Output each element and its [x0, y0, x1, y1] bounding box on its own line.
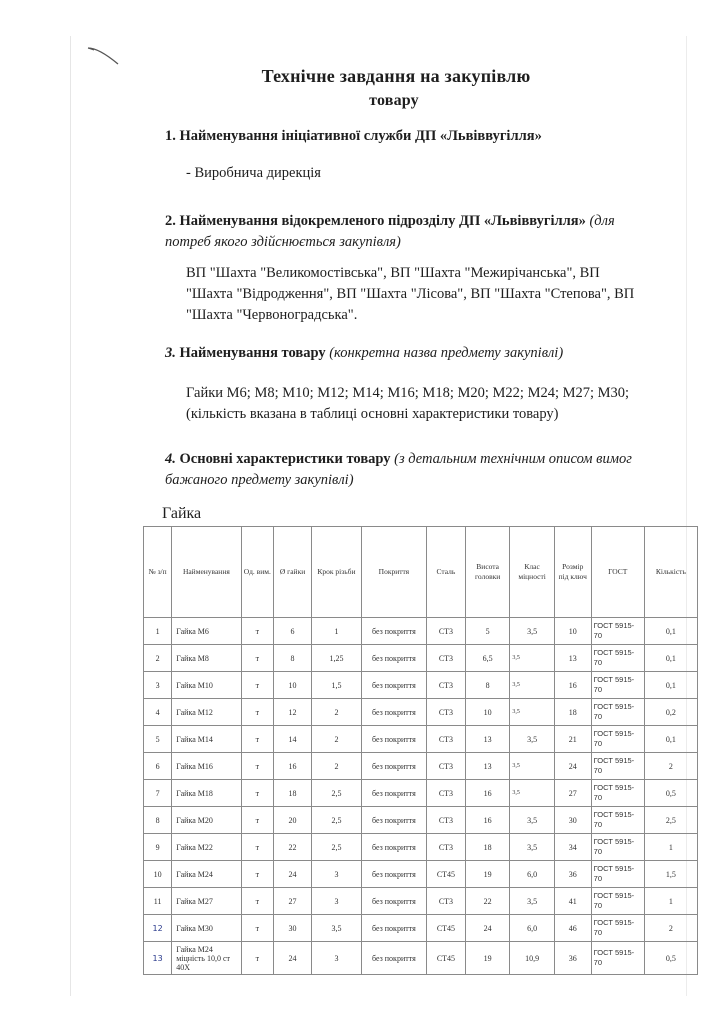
cell-qty: 0,1 [644, 618, 697, 645]
cell-diameter: 12 [274, 699, 312, 726]
cell-diameter: 24 [274, 942, 312, 975]
cell-height: 19 [465, 942, 509, 975]
cell-class: 3,5 [510, 726, 554, 753]
cell-diameter: 10 [274, 672, 312, 699]
cell-qty: 0,1 [644, 672, 697, 699]
cell-name: Гайка М14 [172, 726, 241, 753]
cell-no: 6 [144, 753, 172, 780]
header-diameter: Ø гайки [274, 527, 312, 618]
cell-steel: СТ3 [426, 645, 465, 672]
cell-class: 3,5 [510, 888, 554, 915]
section-3-body: Гайки М6; М8; М10; М12; М14; М16; М18; М20; М22; М24; М27; М30; (кількість вказана в таблиці основні характеристики товару) [186, 385, 630, 422]
cell-unit: т [241, 834, 274, 861]
cell-step: 1,5 [312, 672, 362, 699]
cell-coating: без покриття [361, 699, 426, 726]
header-key-size: Розмір під ключ [554, 527, 591, 618]
cell-gost: ГОСТ 5915-70 [591, 699, 644, 726]
cell-name: Гайка М8 [172, 645, 241, 672]
cell-unit: т [241, 726, 274, 753]
cell-unit: т [241, 942, 274, 975]
cell-height: 5 [465, 618, 509, 645]
cell-gost: ГОСТ 5915-70 [591, 942, 644, 975]
section-1-body: - Виробнича дирекція [186, 165, 321, 181]
cell-key: 10 [554, 618, 591, 645]
header-steel: Сталь [426, 527, 465, 618]
cell-step: 2,5 [312, 834, 362, 861]
table-row [144, 888, 698, 915]
cell-class: 6,0 [510, 861, 554, 888]
table-row [144, 834, 698, 861]
cell-unit: т [241, 861, 274, 888]
cell-qty: 0,5 [644, 942, 697, 975]
cell-step: 3 [312, 861, 362, 888]
cell-unit: т [241, 618, 274, 645]
cell-key: 36 [554, 861, 591, 888]
cell-gost: ГОСТ 5915-70 [591, 834, 644, 861]
cell-diameter: 16 [274, 753, 312, 780]
cell-class: 3,5 [510, 807, 554, 834]
cell-class: 3,5 [510, 834, 554, 861]
cell-diameter: 27 [274, 888, 312, 915]
header-unit: Од. вим. [241, 527, 274, 618]
cell-name: Гайка М22 [172, 834, 241, 861]
cell-height: 22 [465, 888, 509, 915]
cell-coating: без покриття [361, 618, 426, 645]
cell-height: 10 [465, 699, 509, 726]
cell-name: Гайка М20 [172, 807, 241, 834]
doc-title-line2: товару [369, 92, 419, 109]
cell-gost: ГОСТ 5915-70 [591, 915, 644, 942]
cell-qty: 0,1 [644, 726, 697, 753]
cell-no: 1 [144, 618, 172, 645]
section-1-heading: 1. Найменування ініціативної служби ДП «Львіввугілля» [165, 128, 542, 144]
cell-no-handwritten: 13 [144, 942, 172, 975]
table-row [144, 942, 698, 975]
cell-class: 3,5 [510, 780, 554, 807]
section-3-heading: 3. Найменування товару (конкретна назва предмету закупівлі) [165, 345, 564, 361]
cell-class: 3,5 [510, 672, 554, 699]
cell-steel: СТ3 [426, 807, 465, 834]
page-edge-left [70, 36, 71, 996]
table-row [144, 672, 698, 699]
cell-coating: без покриття [361, 915, 426, 942]
cell-name: Гайка М10 [172, 672, 241, 699]
cell-diameter: 22 [274, 834, 312, 861]
cell-name: Гайка М30 [172, 915, 241, 942]
cell-coating: без покриття [361, 861, 426, 888]
cell-qty: 2,5 [644, 807, 697, 834]
section-2-heading: 2. Найменування відокремленого підрозділу ДП «Львіввугілля» (для потреб якого здійснюється закупівля) [165, 213, 615, 250]
cell-diameter: 20 [274, 807, 312, 834]
cell-name: Гайка М24 міцність 10,0 ст 40Х [172, 942, 241, 975]
cell-gost: ГОСТ 5915-70 [591, 672, 644, 699]
cell-coating: без покриття [361, 807, 426, 834]
cell-unit: т [241, 699, 274, 726]
cell-step: 2 [312, 699, 362, 726]
cell-no: 2 [144, 645, 172, 672]
cell-coating: без покриття [361, 780, 426, 807]
cell-qty: 0,5 [644, 780, 697, 807]
table-row [144, 726, 698, 753]
header-name: Найменування [172, 527, 241, 618]
cell-height: 16 [465, 807, 509, 834]
cell-height: 8 [465, 672, 509, 699]
cell-unit: т [241, 915, 274, 942]
cell-name: Гайка М16 [172, 753, 241, 780]
cell-key: 18 [554, 699, 591, 726]
cell-diameter: 18 [274, 780, 312, 807]
cell-gost: ГОСТ 5915-70 [591, 807, 644, 834]
cell-diameter: 14 [274, 726, 312, 753]
cell-height: 18 [465, 834, 509, 861]
cell-coating: без покриття [361, 645, 426, 672]
cell-steel: СТ45 [426, 942, 465, 975]
cell-qty: 0,1 [644, 645, 697, 672]
doc-title: Технічне завдання на закупівлю [261, 66, 531, 86]
header-gost: ГОСТ [591, 527, 644, 618]
cell-coating: без покриття [361, 726, 426, 753]
cell-unit: т [241, 645, 274, 672]
cell-steel: СТ3 [426, 726, 465, 753]
table-row [144, 861, 698, 888]
table-row [144, 807, 698, 834]
cell-coating: без покриття [361, 672, 426, 699]
cell-gost: ГОСТ 5915-70 [591, 726, 644, 753]
cell-class: 10,9 [510, 942, 554, 975]
cell-step: 2,5 [312, 780, 362, 807]
table-row [144, 699, 698, 726]
cell-key: 46 [554, 915, 591, 942]
cell-steel: СТ45 [426, 915, 465, 942]
cell-qty: 1 [644, 834, 697, 861]
cell-diameter: 8 [274, 645, 312, 672]
cell-qty: 2 [644, 753, 697, 780]
cell-no: 11 [144, 888, 172, 915]
cell-unit: т [241, 780, 274, 807]
cell-step: 1,25 [312, 645, 362, 672]
table-row [144, 780, 698, 807]
header-quantity: Кількість [644, 527, 697, 618]
cell-diameter: 6 [274, 618, 312, 645]
cell-step: 2 [312, 753, 362, 780]
header-no: № з/п [144, 527, 172, 618]
cell-steel: СТ3 [426, 753, 465, 780]
cell-name: Гайка М27 [172, 888, 241, 915]
cell-gost: ГОСТ 5915-70 [591, 861, 644, 888]
cell-no: 4 [144, 699, 172, 726]
cell-key: 27 [554, 780, 591, 807]
table-caption: Гайка [162, 505, 202, 522]
cell-diameter: 24 [274, 861, 312, 888]
cell-class: 3,5 [510, 753, 554, 780]
cell-height: 6,5 [465, 645, 509, 672]
table-row [144, 753, 698, 780]
cell-class: 3,5 [510, 699, 554, 726]
header-strength-class: Клас міцності [510, 527, 554, 618]
cell-unit: т [241, 888, 274, 915]
cell-gost: ГОСТ 5915-70 [591, 645, 644, 672]
cell-steel: СТ3 [426, 618, 465, 645]
cell-steel: СТ3 [426, 672, 465, 699]
section-4-heading: 4. Основні характеристики товару (з детальним технічним описом вимог бажаного предмету закупівлі) [165, 451, 632, 488]
section-2-body: ВП "Шахта "Великомостівська", ВП "Шахта "Межирічанська", ВП "Шахта "Відродження", ВП "Шахта "Лісова", ВП "Шахта "Степова", ВП "Шахта "Червоноградська". [186, 265, 635, 323]
table-header-row [144, 527, 698, 618]
table-row [144, 645, 698, 672]
cell-height: 13 [465, 753, 509, 780]
cell-no: 8 [144, 807, 172, 834]
cell-class: 3,5 [510, 645, 554, 672]
cell-qty: 0,2 [644, 699, 697, 726]
cell-step: 2 [312, 726, 362, 753]
pen-stroke-mark [86, 44, 120, 66]
cell-steel: СТ3 [426, 780, 465, 807]
cell-key: 34 [554, 834, 591, 861]
cell-qty: 1,5 [644, 861, 697, 888]
cell-key: 24 [554, 753, 591, 780]
cell-height: 13 [465, 726, 509, 753]
cell-name: Гайка М12 [172, 699, 241, 726]
goods-table [143, 526, 698, 975]
cell-class: 3,5 [510, 618, 554, 645]
cell-step: 3 [312, 942, 362, 975]
cell-key: 41 [554, 888, 591, 915]
cell-steel: СТ3 [426, 834, 465, 861]
header-coating: Покриття [361, 527, 426, 618]
cell-no: 10 [144, 861, 172, 888]
cell-coating: без покриття [361, 753, 426, 780]
cell-no: 7 [144, 780, 172, 807]
cell-height: 24 [465, 915, 509, 942]
cell-no: 3 [144, 672, 172, 699]
cell-coating: без покриття [361, 888, 426, 915]
cell-name: Гайка М24 [172, 861, 241, 888]
cell-unit: т [241, 807, 274, 834]
cell-no: 9 [144, 834, 172, 861]
cell-coating: без покриття [361, 834, 426, 861]
header-head-height: Висота головки [465, 527, 509, 618]
cell-gost: ГОСТ 5915-70 [591, 753, 644, 780]
cell-height: 19 [465, 861, 509, 888]
cell-gost: ГОСТ 5915-70 [591, 618, 644, 645]
cell-steel: СТ3 [426, 699, 465, 726]
cell-qty: 1 [644, 888, 697, 915]
cell-height: 16 [465, 780, 509, 807]
cell-key: 21 [554, 726, 591, 753]
cell-gost: ГОСТ 5915-70 [591, 888, 644, 915]
cell-gost: ГОСТ 5915-70 [591, 780, 644, 807]
cell-steel: СТ3 [426, 888, 465, 915]
cell-key: 30 [554, 807, 591, 834]
cell-step: 1 [312, 618, 362, 645]
cell-name: Гайка М6 [172, 618, 241, 645]
cell-step: 3 [312, 888, 362, 915]
header-thread-step: Крок різьби [312, 527, 362, 618]
cell-qty: 2 [644, 915, 697, 942]
cell-class: 6,0 [510, 915, 554, 942]
cell-unit: т [241, 672, 274, 699]
cell-diameter: 30 [274, 915, 312, 942]
cell-no-handwritten: 12 [144, 915, 172, 942]
cell-coating: без покриття [361, 942, 426, 975]
cell-steel: СТ45 [426, 861, 465, 888]
cell-step: 3,5 [312, 915, 362, 942]
cell-step: 2,5 [312, 807, 362, 834]
cell-unit: т [241, 753, 274, 780]
cell-no: 5 [144, 726, 172, 753]
table-row [144, 915, 698, 942]
cell-key: 36 [554, 942, 591, 975]
table-row [144, 618, 698, 645]
cell-key: 13 [554, 645, 591, 672]
cell-key: 16 [554, 672, 591, 699]
cell-name: Гайка М18 [172, 780, 241, 807]
